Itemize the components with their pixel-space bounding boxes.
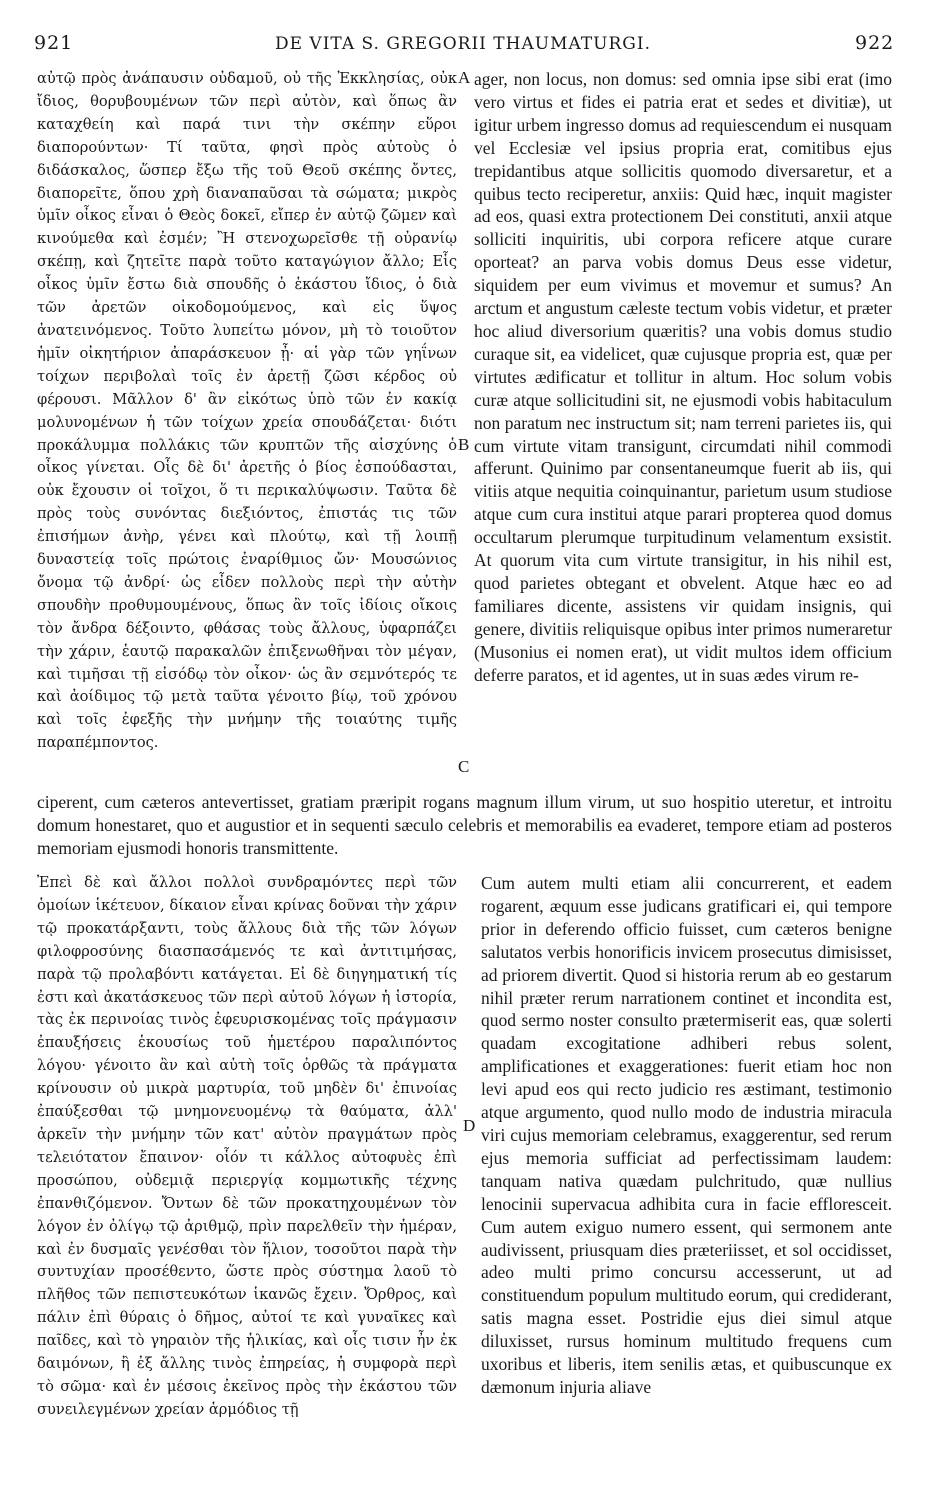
greek-column-bottom: Ἐπεὶ δὲ καὶ ἄλλοι πολλοὶ συνδραμόντες περὶ τῶν ὁμοίων ἱκέτευον, δίκαιον εἶναι κρίνας δοῦναι τὴν χάριν τῷ προκατάρξαντι, τοὺς ἄλλους διὰ τῆς τῶν λόγων φιλοφροσύνης διασπασάμενός τε καὶ ἀντιτιμήσας, παρὰ τῷ προλαβόντι κατάγεται. Εἰ δὲ διηγηματική τίς ἐστι καὶ ἀκατάσκευος τῶν περὶ αὐτοῦ λόγων ἡ ἱστορία, τὰς ἐκ περινοίας τινὸς ἐφευρισκομένας τοῖς πράγμασιν ἐπαυξήσεις ἑκουσίως τοῦ ἡμετέρου παραλιπόντος λόγου· γένοιτο ἂν καὶ αὐτὴ τοῖς ὀρθῶς τὰ πράγματα κρίνουσιν οὐ μικρὰ μαρτυρία, τοῦ μηδὲν δι' ἐπινοίας ἐπαύξεσθαι τῷ μνημονευομένῳ τὰ θαύματα, ἀλλ' ἀρκεῖν τὴν μνήμην τῶν κατ' αὐτὸν πραγμάτων πρὸς τελειότατον ἔπαινον· οἷόν τι κάλλος αὐτοφυὲς ἐπὶ προσώπου, οὐδεμιᾷ περιεργίᾳ κομμωτικῆς τέχνης ἐπανθιζόμενον. Ὄντων δὲ τῶν προκατηχουμένων τὸν λόγον ἐν ὀλίγῳ τῷ ἀριθμῷ, πρὶν παρελθεῖν τὴν ἡμέραν, καὶ ἐν δυσμαῖς γενέσθαι τὸν ἥλιον, τοσοῦτοι παρὰ τὴν συντυχίαν προσέθεντο, ὥστε πρὸς σύστημα λαοῦ τὸ πλῆθος τῶν πεπιστευκότων ἱκανῶς ἔχειν. Ὄρθρος, καὶ πάλιν ἐπὶ θύραις ὁ δῆμος, αὐτοί τε καὶ γυναῖκες καὶ παῖδες, καὶ τὸ γηραιὸν τῆς ἡλικίας, καὶ οἷς τισιν ἦν ἐκ δαιμόνων, ἢ ἐξ ἄλλης τινὸς ἐπηρείας, ἡ συμφορὰ περὶ τὸ σῶμα· καὶ ἐν μέσοις ἐκεῖνος πρὸς τὴν ἑκάστου τῶν συνειλεγμένων χρείαν ἁρμόδιος τῇ: [37, 874, 457, 1418]
latin-column-top: ager, non locus, non domus: sed omnia ipse sibi erat (imo vero virtus et fides ei patria erat et sedes et divitiæ), ut igitur urbem ingresso domus ad requiescendum ei nusquam vel Ecclesiæ vel ipsius propria erat, comitibus ejus trepidantibus atque sollicitis quomodo diversaretur, et a quibus tecto reciperetur, anxiis: Quid hæc, inquit magister ad eos, quasi extra protectionem Dei constituti, anxii atque solliciti inquiritis, ubi corpora reficere atque curare oporteat? an parva vobis domus Deus esse videtur, siquidem per eum vivimus et movemur et sumus? An arctum et angustum cæleste tectum vobis videtur, et præter hoc aliud diversorium quæritis? una vobis domus studio curaque sit, ea videlicet, quæ cujusque propria est, quæ per virtutes ædificatur et tollitur in altum. Hoc solum vobis curæ atque sollicitudini sit, ne ejusmodi vobis habitaculum non paratum nec instructum sit; nam terreni parietes iis, qui cum virtute vitam transigunt, circumdati nihil commodi afferunt. Quinimo par consentaneumque fuerit ab iis, qui vitiis atque nequitia coinquinantur, parietum usum studiose atque cum cura institui atque parari propterea quod domus occultarum plerumque turpitudinum velamentum exsistit. At quorum vita cum virtute transigitur, in his nihil est, quod parietes obtegant et obvelent. Atque hæc eo ad familiares dicente, assistens vir quidam insignis, qui genere, divitiis reliquisque opibus inter primos numeraretur (Musonius ei nomen erat), ut vidit multos idem officium deferre paratos, et id agentes, ut in suas ædes virum re-: [474, 69, 892, 685]
section-marker-a: A: [458, 68, 471, 87]
latin-column-bottom: Cum autem multi etiam alii concurrerent, et eadem rogarent, æquum esse judicans gratificari ei, qui tempore prior in deferendo officio fuisset, cum cæteros benigne salutatos verbis honorificis invicem prosecutus dimisisset, ad priorem divertit. Quod si historia rerum ab eo gestarum nihil præter rerum narrationem continet et incondita est, quod sermo noster consulto prætermiserit eas, quæ solerti quadam excogitatione adhiberi rebus solent, amplificationes et exaggerationes: fuerit etiam hoc non levi apud eos qui recto judicio res æstimant, testimonio atque argumento, quod nullo modo de industria miracula viri cujus memoriam celebramus, exaggerentur, sed rerum ejus memoria sufficiat ad perfectissimam laudem: tanquam nativa quædam pulchritudo, quæ nullius lenocinii supervacua adhibita cura in facie effloresceit. Cum autem exiguo numero essent, qui sermonem ante audivissent, priusquam dies præteriisset, et sol occidisset, adeo multi primo concursu accesserunt, ut ad constituendum populum multitudo eorum, qui crediderant, satis magna esset. Postridie ejus diei simul atque diluxisset, rursus hominum multitudo frequens cum uxoribus et liberis, item senilis ætas, et quibuscunque ex dæmonum injuria aliave: [481, 873, 892, 1397]
latin-full-width-continuation: ciperent, cum cæteros antevertisset, gratiam præripit rogans magnum illum virum, ut suo hospitio uteretur, et introitu domum honestaret, quo et augustior et in sequenti sæculo celebris et memorabilis ea evaderet, tempore etiam ad posteros memoriam ejusmodi honoris transmittente.: [37, 792, 892, 858]
running-header: [0, 30, 926, 60]
section-marker-c: C: [458, 757, 470, 776]
running-title: DE VITA S. GREGORII THAUMATURGI.: [274, 34, 651, 54]
page-number-right: 922: [855, 32, 895, 54]
greek-column-top: αὐτῷ πρὸς ἀνάπαυσιν οὐδαμοῦ, οὐ τῆς Ἐκκλησίας, οὐκ ἴδιος, θορυβουμένων τῶν περὶ αὐτὸν, καὶ ὅπως ἂν καταχθείη καὶ παρά τινι τὴν σκέπην εὕροι διαπορούντων· Τί ταῦτα, φησὶ πρὸς αὐτοὺς ὁ διδάσκαλος, ὥσπερ ἔξω τῆς τοῦ Θεοῦ σκέπης ὄντες, διαπορεῖτε, ὅπου χρὴ διαναπαῦσαι τὰ σώματα; μικρὸς ὑμῖν οἶκος εἶναι ὁ Θεὸς δοκεῖ, εἴπερ ἐν αὐτῷ ζῶμεν καὶ κινούμεθα καὶ ἐσμέν; Ἢ στενοχωρεῖσθε τῇ οὐρανίῳ σκέπῃ, καὶ ζητεῖτε παρὰ τοῦτο καταγώγιον ἄλλο; Εἷς οἶκος ὑμῖν ἔστω διὰ σπουδῆς ὁ ἑκάστου ἴδιος, ὁ διὰ τῶν ἀρετῶν οἰκοδομούμενος, καὶ εἰς ὕψος ἀνατεινόμενος. Τοῦτο λυπείτω μόνον, μὴ τὸ τοιοῦτον ἡμῖν οἰκητήριον ἀπαράσκευον ᾖ· αἱ γὰρ τῶν γηΐνων τοίχων περιβολαὶ τοῖς ἐν ἀρετῇ ζῶσι κέρδος οὐ φέρουσι. Μᾶλλον δ' ἂν εἰκότως ὑπὸ τῶν ἐν κακίᾳ μολυνομένων ἡ τῶν τοίχων χρεία σπουδάζεται· διότι προκάλυμμα πολλάκις τῶν κρυπτῶν τῆς αἰσχύνης ὁ οἶκος γίνεται. Οἷς δὲ δι' ἀρετῆς ὁ βίος ἐσπούδασται, οὐκ ἔχουσιν οἱ τοῖχοι, ὅ τι περικαλύψωσιν. Ταῦτα δὲ πρὸς τοὺς συνόντας διεξιόντος, ἐπιστάς τις τῶν ἐπισήμων ἀνὴρ, γένει καὶ πλούτῳ, καὶ τῇ λοιπῇ δυναστείᾳ τοῖς πρώτοις ἐναρίθμιος ὤν· Μουσώνιος ὄνομα τῷ ἀνδρί· ὡς εἶδεν πολλοὺς περὶ τὴν αὐτὴν σπουδὴν προθυμουμένους, ὅπως ἂν τοῖς ἰδίοις οἴκοις τὸν ἄνδρα δέξοιντο, φθάσας τοὺς ἄλλους, ὑφαρπάζει τὴν χάριν, ἑαυτῷ παρακαλῶν ἐπιξενωθῆναι τὸν μέγαν, καὶ τιμῆσαι τῇ εἰσόδῳ τὸν οἶκον· ὡς ἂν σεμνότερός τε καὶ ἀοίδιμος τῷ μετὰ ταῦτα γένοιτο βίῳ, τοῦ χρόνου καὶ τοῖς ἐφεξῆς τὴν μνήμην τῆς τοιαύτης τιμῆς παραπέμποντος.: [37, 70, 457, 752]
page-number-left: 921: [34, 32, 74, 54]
section-marker-d: D: [463, 1116, 476, 1135]
section-marker-b: B: [458, 435, 470, 454]
